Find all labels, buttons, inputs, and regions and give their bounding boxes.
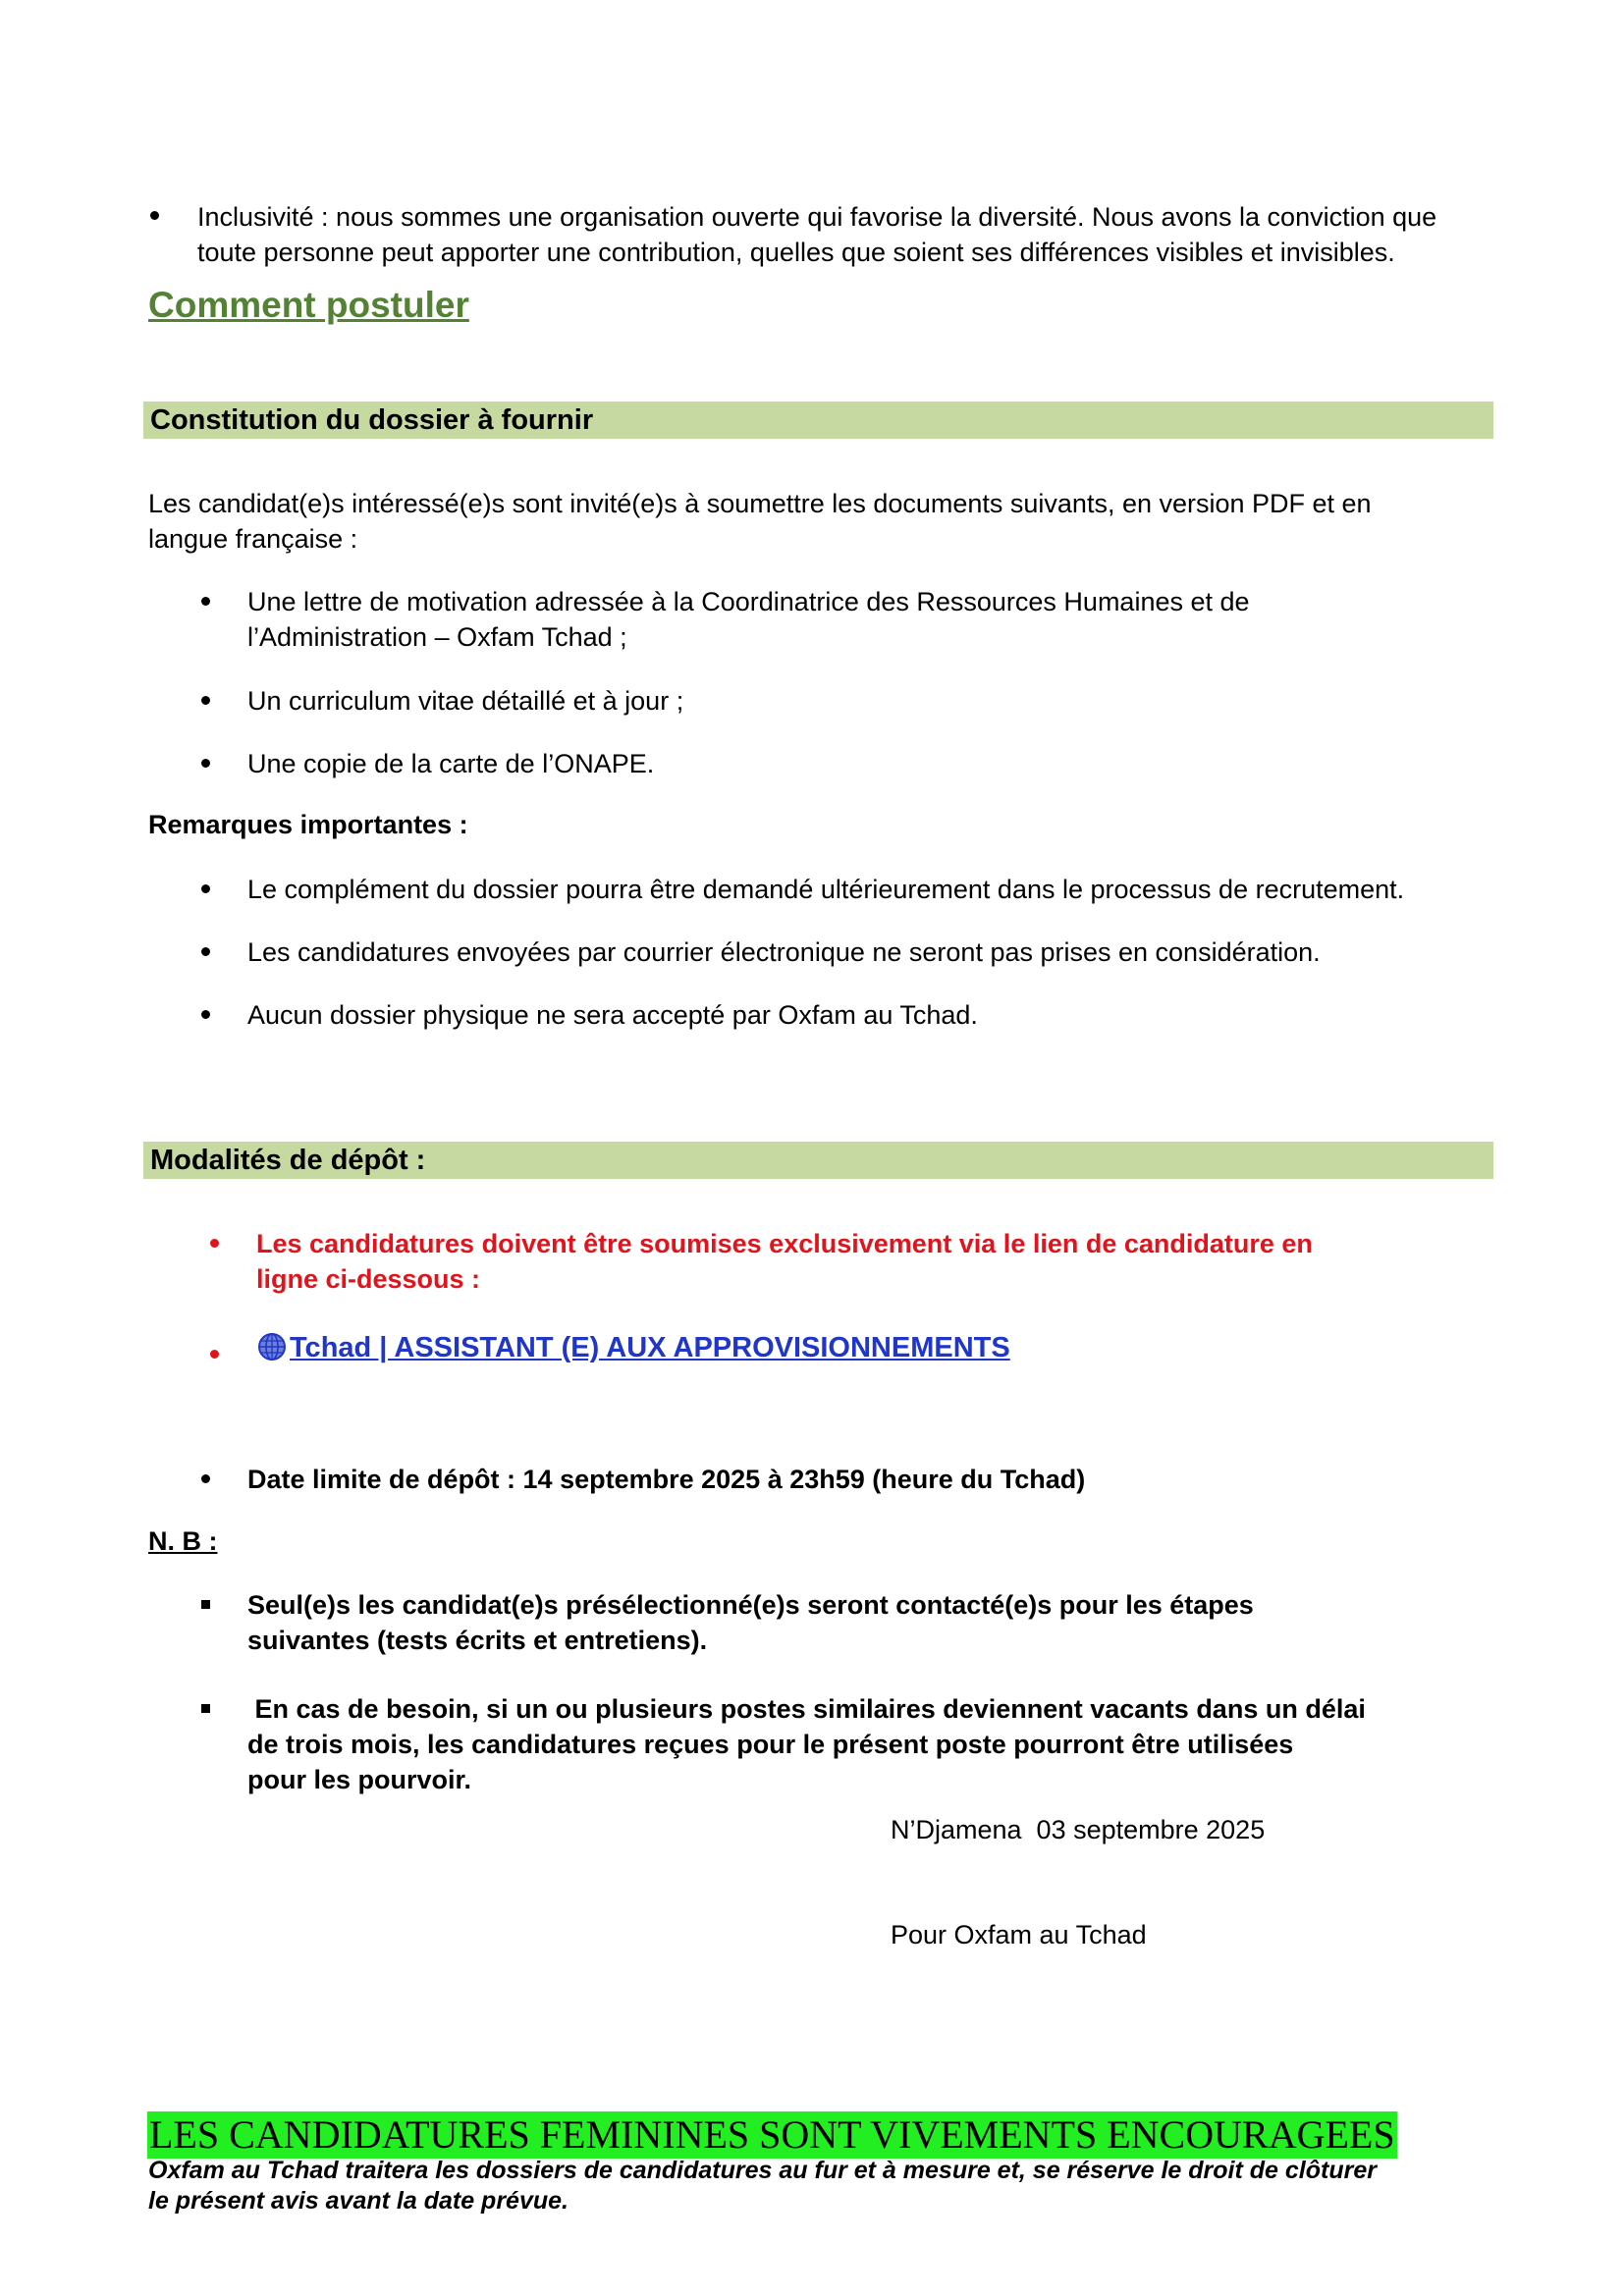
nb-item-cont: pour les pourvoir. (247, 1765, 472, 1794)
remark-item: Les candidatures envoyées par courrier électronique ne seront pas prises en considération. (247, 937, 1321, 967)
nb-item-cont: de trois mois, les candidatures reçues pour le présent poste pourront être utilisées (247, 1730, 1294, 1759)
band-label: Constitution du dossier à fournir (150, 404, 594, 436)
signature-for: Pour Oxfam au Tchad (891, 1920, 1147, 1949)
bullet (201, 884, 210, 893)
dossier-item: Un curriculum vitae détaillé et à jour ; (247, 686, 684, 716)
square-bullet (201, 1600, 210, 1609)
globe-icon (257, 1332, 287, 1362)
application-link-text: Tchad | ASSISTANT (E) AUX APPROVISIONNEMENTS (290, 1332, 1010, 1363)
inclusivity-line-2: toute personne peut apporter une contribution, quelles que soient ses différences visibles et invisibles. (197, 238, 1395, 267)
bullet (210, 1239, 219, 1248)
footer-note-line-1: Oxfam au Tchad traitera les dossiers de candidatures au fur et à mesure et, se réserve le droit de clôturer (148, 2157, 1377, 2184)
bullet (201, 1010, 210, 1019)
dossier-intro-line-1: Les candidat(e)s intéressé(e)s sont invité(e)s à soumettre les documents suivants, en version PDF et en (148, 489, 1372, 518)
nb-title: N. B : (148, 1526, 218, 1556)
bullet (150, 211, 159, 220)
nb-item-cont: suivantes (tests écrits et entretiens). (247, 1626, 708, 1655)
dossier-item-cont: l’Administration – Oxfam Tchad ; (247, 622, 627, 652)
bullet (201, 597, 210, 606)
remark-item: Le complément du dossier pourra être demandé ultérieurement dans le processus de recrutement. (247, 875, 1405, 904)
bullet (210, 1350, 219, 1359)
section-band-dossier (143, 401, 1493, 439)
inclusivity-line-1: Inclusivité : nous sommes une organisation ouverte qui favorise la diversité. Nous avons la conviction que (197, 202, 1437, 232)
dossier-intro-line-2: langue française : (148, 524, 358, 554)
remarks-title: Remarques importantes : (148, 810, 468, 839)
nb-item: Seul(e)s les candidat(e)s présélectionné(e)s seront contacté(e)s pour les étapes (247, 1590, 1254, 1620)
encouragement-banner: LES CANDIDATURES FEMININES SONT VIVEMENTS ENCOURAGEES (149, 2112, 1395, 2157)
dossier-item: Une lettre de motivation adressée à la Coordinatrice des Ressources Humaines et de (247, 587, 1250, 616)
remark-item: Aucun dossier physique ne sera accepté par Oxfam au Tchad. (247, 1000, 978, 1030)
nb-item: En cas de besoin, si un ou plusieurs postes similaires deviennent vacants dans un délai (247, 1694, 1366, 1724)
footer-note-line-2: le présent avis avant la date prévue. (148, 2187, 568, 2215)
section-heading-how-to-apply: Comment postuler (148, 285, 469, 325)
bullet (201, 759, 210, 768)
deadline: Date limite de dépôt : 14 septembre 2025 à 23h59 (heure du Tchad) (247, 1465, 1086, 1494)
deposit-online-line-2: ligne ci-dessous : (256, 1264, 481, 1294)
bullet (201, 696, 210, 705)
square-bullet (201, 1704, 210, 1713)
bullet (201, 947, 210, 956)
signature-place-date: N’Djamena 03 septembre 2025 (891, 1815, 1266, 1844)
deposit-online-line-1: Les candidatures doivent être soumises exclusivement via le lien de candidature en (256, 1229, 1313, 1258)
application-link[interactable] (257, 1332, 1010, 1364)
bullet (201, 1474, 210, 1483)
band-label: Modalités de dépôt : (150, 1145, 426, 1176)
section-band-deposit (143, 1142, 1493, 1179)
dossier-item: Une copie de la carte de l’ONAPE. (247, 749, 655, 778)
